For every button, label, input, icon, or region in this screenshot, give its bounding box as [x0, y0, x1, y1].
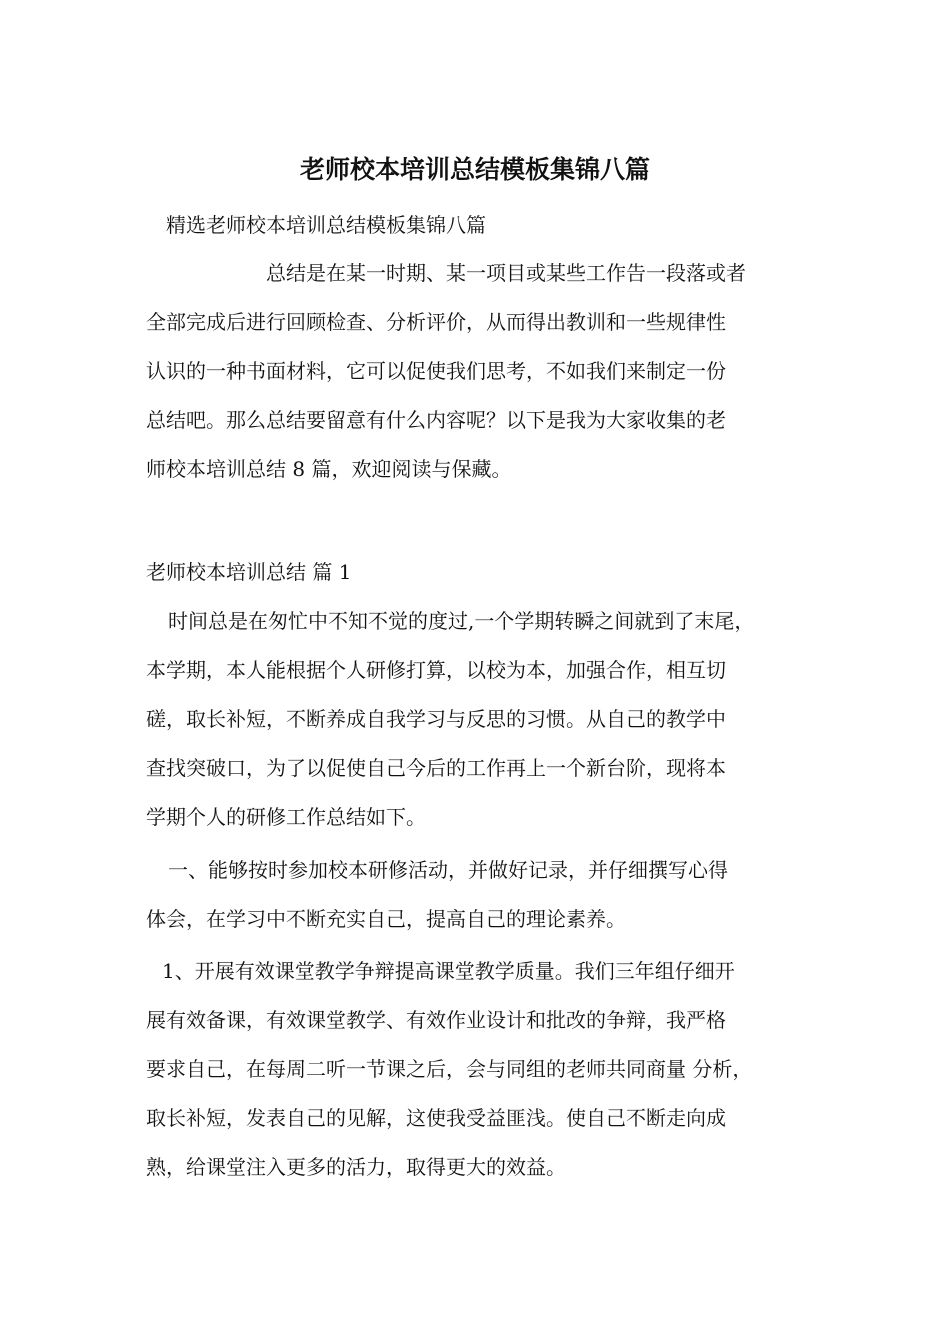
document-title: 老师校本培训总结模板集锦八篇	[299, 155, 650, 184]
paragraph-line: 本学期，本人能根据个人研修打算，以校为本，加强合作，相互切	[146, 658, 726, 682]
paragraph-line: 展有效备课，有效课堂教学、有效作业设计和批改的争辩，我严格	[146, 1008, 726, 1032]
body-paragraph-1	[146, 597, 818, 842]
paragraph-line: 查找突破口，为了以促使自己今后的工作再上一个新台阶，现将本	[146, 756, 726, 780]
intro-line: 总结吧。那么总结要留意有什么内容呢？以下是我为大家收集的老	[146, 408, 726, 432]
paragraph-line: 磋，取长补短，不断养成自我学习与反思的习惯。从自己的教学中	[146, 707, 726, 731]
paragraph-line: 要求自己，在每周二听一节课之后，会与同组的老师共同商量 分析，	[146, 1057, 753, 1081]
paragraph-line: 时间总是在匆忙中不知不觉的度过,一个学期转瞬之间就到了末尾，	[168, 609, 755, 633]
paragraph-line: 取长补短，发表自己的见解，这使我受益匪浅。使自己不断走向成	[146, 1106, 726, 1130]
paragraph-line: 熟，给课堂注入更多的活力，取得更大的效益。	[146, 1155, 566, 1179]
paragraph-line: 体会，在学习中不断充实自己，提高自己的理论素养。	[146, 907, 626, 931]
document-subtitle: 精选老师校本培训总结模板集锦八篇	[166, 213, 486, 237]
paragraph-line: 1、开展有效课堂教学争辩提高课堂教学质量。我们三年组仔细开	[162, 959, 735, 983]
intro-line: 认识的一种书面材料，它可以促使我们思考，不如我们来制定一份	[146, 359, 726, 383]
body-paragraph-2	[146, 846, 818, 944]
paragraph-line: 一、能够按时参加校本研修活动，并做好记录，并仔细撰写心得	[168, 858, 728, 882]
intro-line: 总结是在某一时期、某一项目或某些工作告一段落或者	[266, 261, 746, 285]
intro-line: 全部完成后进行回顾检查、分析评价，从而得出教训和一些规律性	[146, 310, 726, 334]
intro-line: 师校本培训总结 8 篇，欢迎阅读与保藏。	[146, 457, 512, 481]
intro-paragraph	[146, 249, 818, 494]
section-heading: 老师校本培训总结 篇 1	[146, 560, 352, 584]
paragraph-line: 学期个人的研修工作总结如下。	[146, 805, 426, 829]
body-paragraph-3	[146, 947, 818, 1192]
